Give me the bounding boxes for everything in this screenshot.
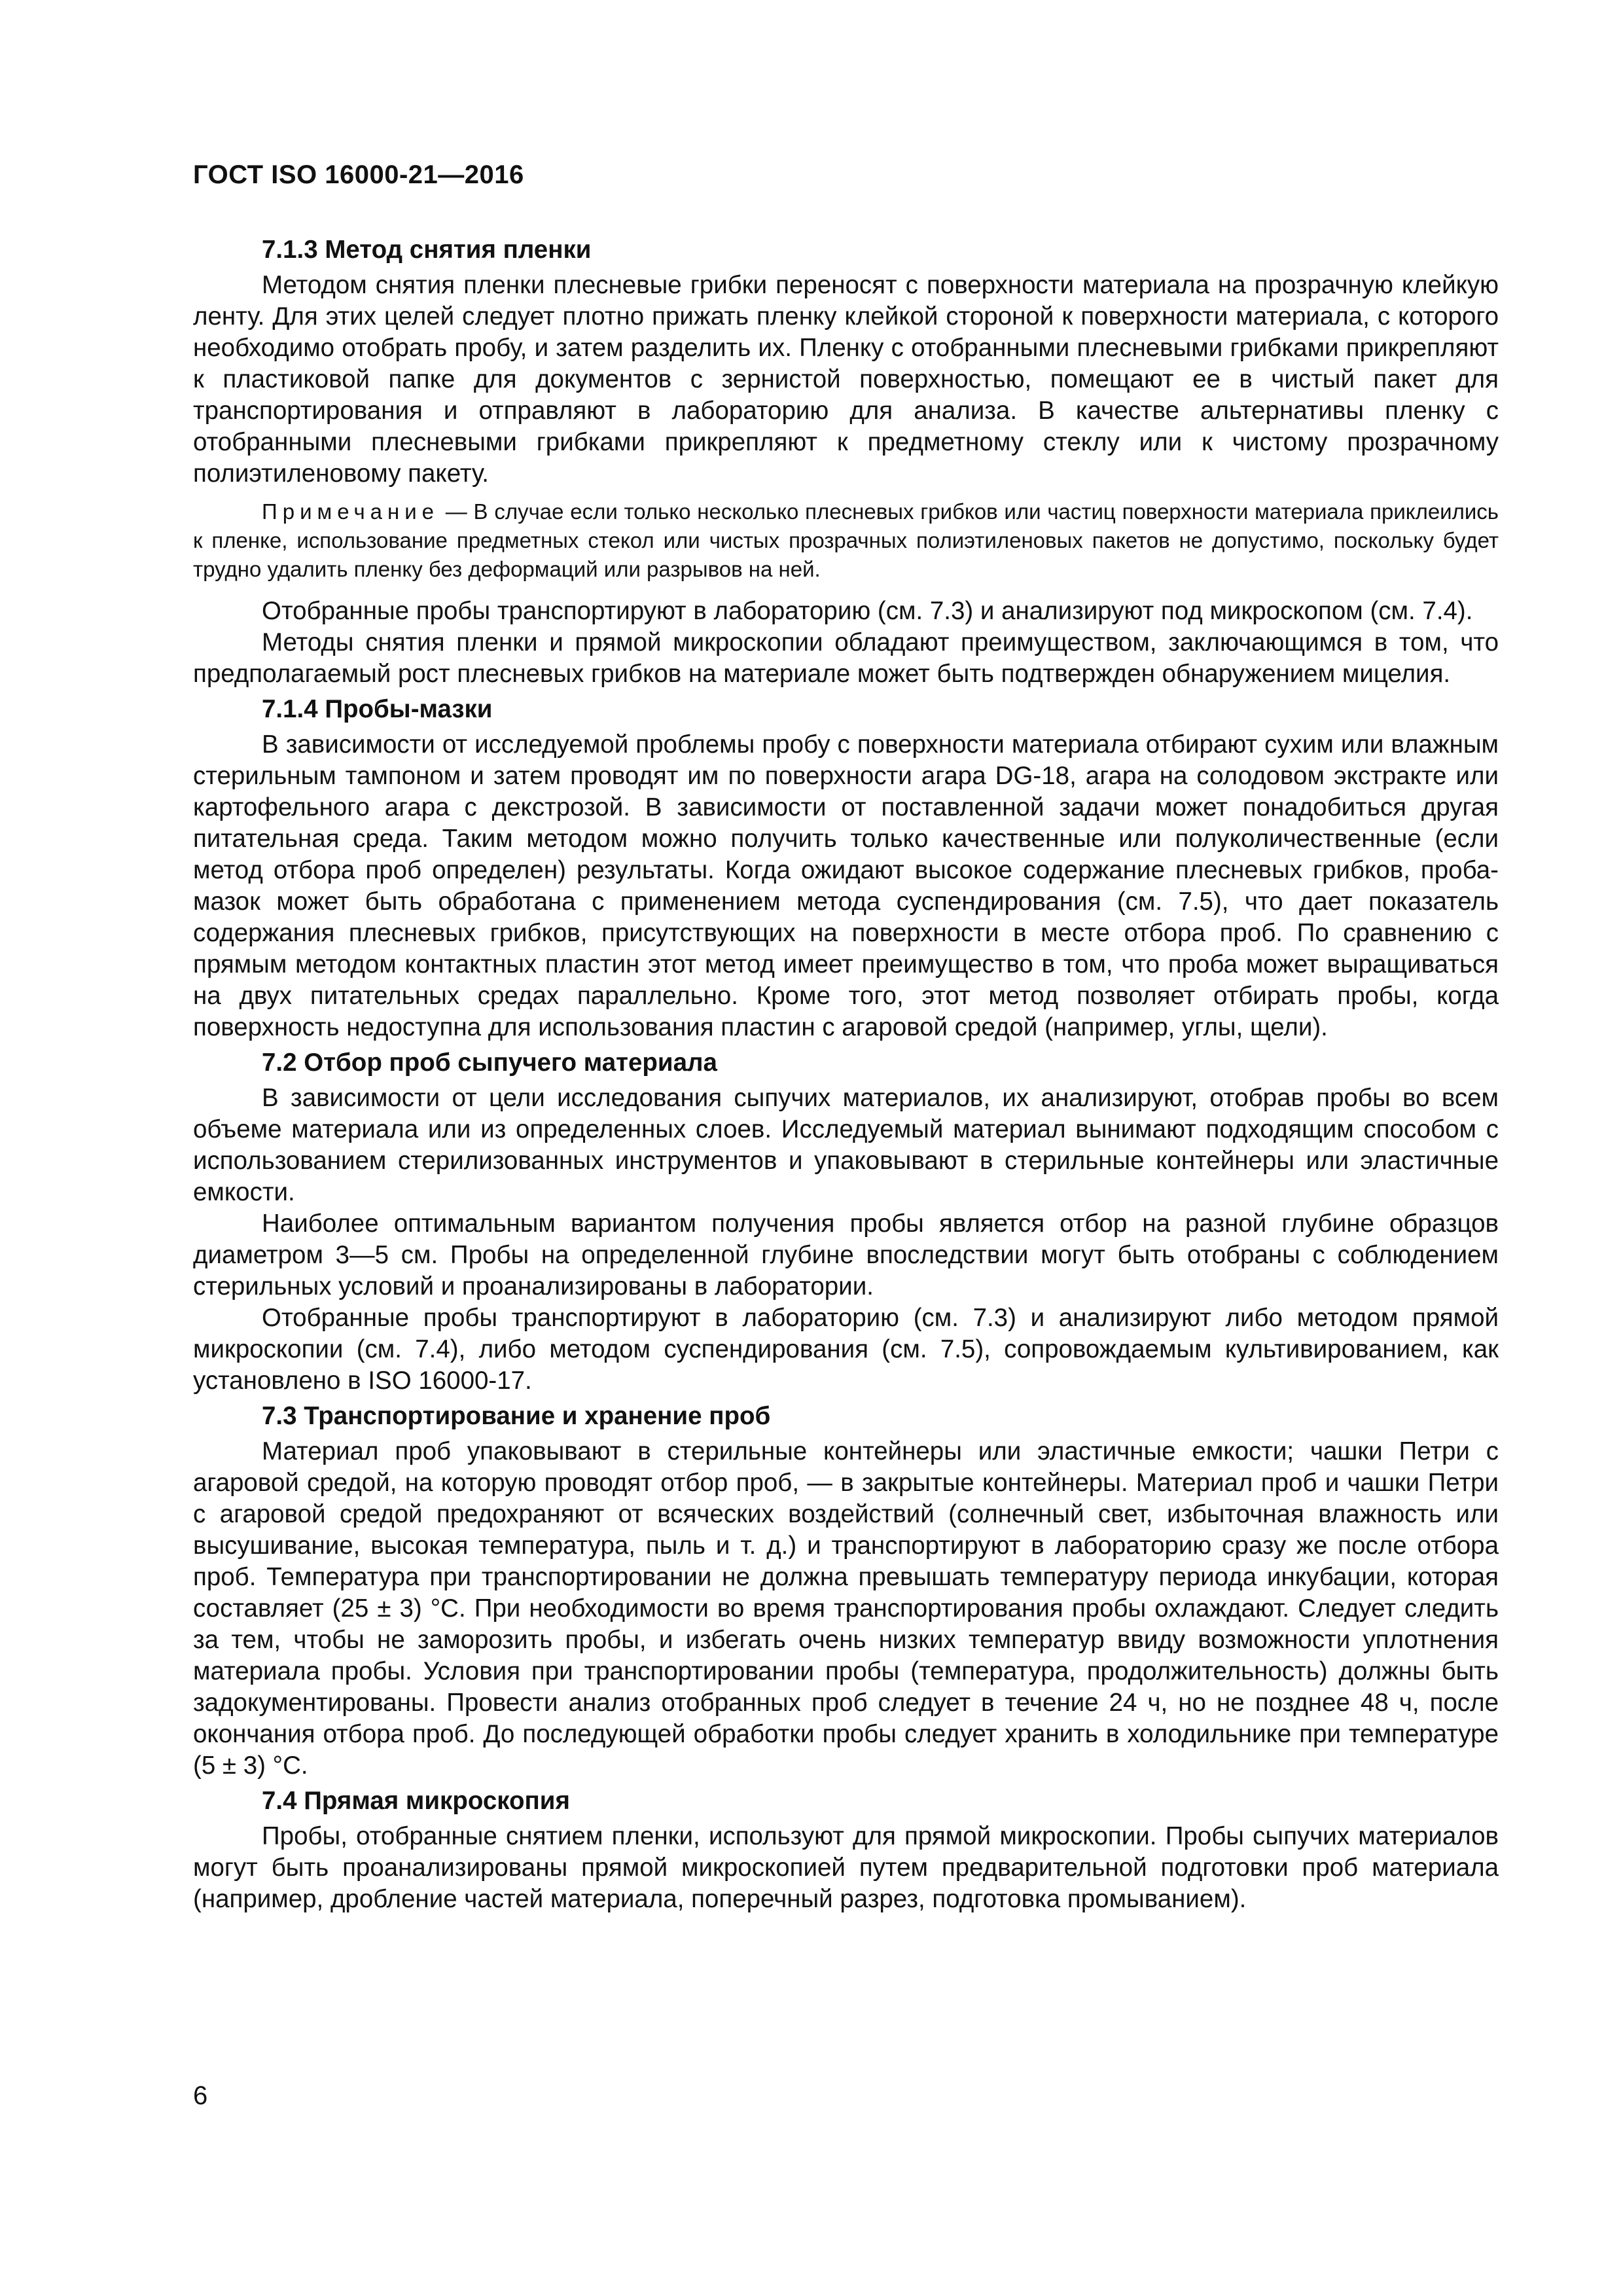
paragraph: В зависимости от цели исследования сыпучих материалов, их анализируют, отобрав пробы во всем объеме материала или из определенных слоев. Исследуемый материал вынимают подходящим способом с использованием стерилизованных инструментов и упаковывают в стерильные контейнеры или эластичные емкости. [193, 1084, 1499, 1206]
paragraph: Материал проб упаковывают в стерильные контейнеры или эластичные емкости; чашки Петри с агаровой средой, на которую проводят отбор проб, — в закрытые контейнеры. Материал проб и чашки Петри с агаровой средой предохраняют от всяческих воздействий (солнечный свет, избыточная влажность или высушивание, высокая температура, пыль и т. д.) и транспортируют в лабораторию сразу же после отбора проб. Температура при транспортировании не должна превышать температуру периода инкубации, которая составляет (25 ± 3) °С. При необходимости во время транспортирования пробы охлаждают. Следует следить за тем, чтобы не заморозить пробы, и избегать очень низких температур ввиду возможности уплотнения материала пробы. Условия при транспортировании пробы (температура, продолжительность) должны быть задокументированы. Провести анализ отобранных проб следует в течение 24 ч, но не позднее 48 ч, после окончания отбора проб. До последующей обработки пробы следует хранить в холодильнике при температуре (5 ± 3) °С. [193, 1437, 1499, 1780]
section-heading-7-1-4: 7.1.4 Пробы-мазки [262, 695, 493, 723]
paragraph: В зависимости от исследуемой проблемы пробу с поверхности материала отбирают сухим или влажным стерильным тампоном и затем проводят им по поверхности агара DG-18, агара на солодовом экстракте или картофельного агара с декстрозой. В зависимости от поставленной задачи может понадобиться другая питательная среда. Таким методом можно получить только качественные или полуколичественные (если метод отбора проб определен) результаты. Когда ожидают высокое содержание плесневых грибков, проба-мазок может быть обработана с применением метода суспендирования (см. 7.5), что дает показатель содержания плесневых грибков, присутствующих на поверхности в месте отбора проб. По сравнению с прямым методом контактных пластин этот метод имеет преимущество в том, что проба может выращиваться на двух питательных средах параллельно. Кроме того, этот метод позволяет отбирать пробы, когда поверхность недоступна для использования пластин с агаровой средой (например, углы, щели). [193, 730, 1499, 1041]
section-heading-7-3: 7.3 Транспортирование и хранение проб [262, 1402, 771, 1430]
note [193, 497, 1499, 584]
note-text: — В случае если только несколько плесневых грибков или частиц поверхности материала приклеились к пленке, использование предметных стекол или чистых прозрачных полиэтиленовых пакетов не допустимо, поскольку будет трудно удалить пленку без деформаций или разрывов на ней. [193, 499, 1499, 581]
paragraph: Отобранные пробы транспортируют в лабораторию (см. 7.3) и анализируют либо методом прямой микроскопии (см. 7.4), либо методом суспендирования (см. 7.5), сопровождаемым культивированием, как установлено в ISO 16000-17. [193, 1304, 1499, 1395]
paragraph: Отобранные пробы транспортируют в лабораторию (см. 7.3) и анализируют под микроскопом (см. 7.4). [262, 597, 1473, 625]
page-number: 6 [193, 2081, 208, 2110]
document-body [193, 230, 1499, 1915]
section-heading-7-4: 7.4 Прямая микроскопия [262, 1787, 570, 1815]
paragraph: Наиболее оптимальным вариантом получения пробы является отбор на разной глубине образцов диаметром 3—5 см. Пробы на определенной глубине впоследствии могут быть отобраны с соблюдением стерильных условий и проанализированы в лаборатории. [193, 1210, 1499, 1300]
paragraph: Методы снятия пленки и прямой микроскопии обладают преимуществом, заключающимся в том, что предполагаемый рост плесневых грибков на материале может быть подтвержден обнаружением мицелия. [193, 628, 1499, 688]
standard-header: ГОСТ ISO 16000-21—2016 [193, 160, 524, 189]
note-label: Примечание [262, 499, 440, 524]
section-heading-7-1-3: 7.1.3 Метод снятия пленки [262, 236, 592, 264]
paragraph: Методом снятия пленки плесневые грибки переносят с поверхности материала на прозрачную клейкую ленту. Для этих целей следует плотно прижать пленку клейкой стороной к поверхности материала, с которого необходимо отобрать пробу, и затем разделить их. Пленку с отобранными плесневыми грибками прикрепляют к пластиковой папке для документов с зернистой поверхностью, помещают ее в чистый пакет для транспортирования и отправляют в лабораторию для анализа. В качестве альтернативы пленку с отобранными плесневыми грибками прикрепляют к предметному стеклу или к чистому прозрачному полиэтиленовому пакету. [193, 271, 1499, 488]
section-heading-7-2: 7.2 Отбор проб сыпучего материала [262, 1049, 717, 1077]
paragraph: Пробы, отобранные снятием пленки, используют для прямой микроскопии. Пробы сыпучих материалов могут быть проанализированы прямой микроскопией путем предварительной подготовки проб материала (например, дробление частей материала, поперечный разрез, подготовка промыванием). [193, 1822, 1499, 1913]
